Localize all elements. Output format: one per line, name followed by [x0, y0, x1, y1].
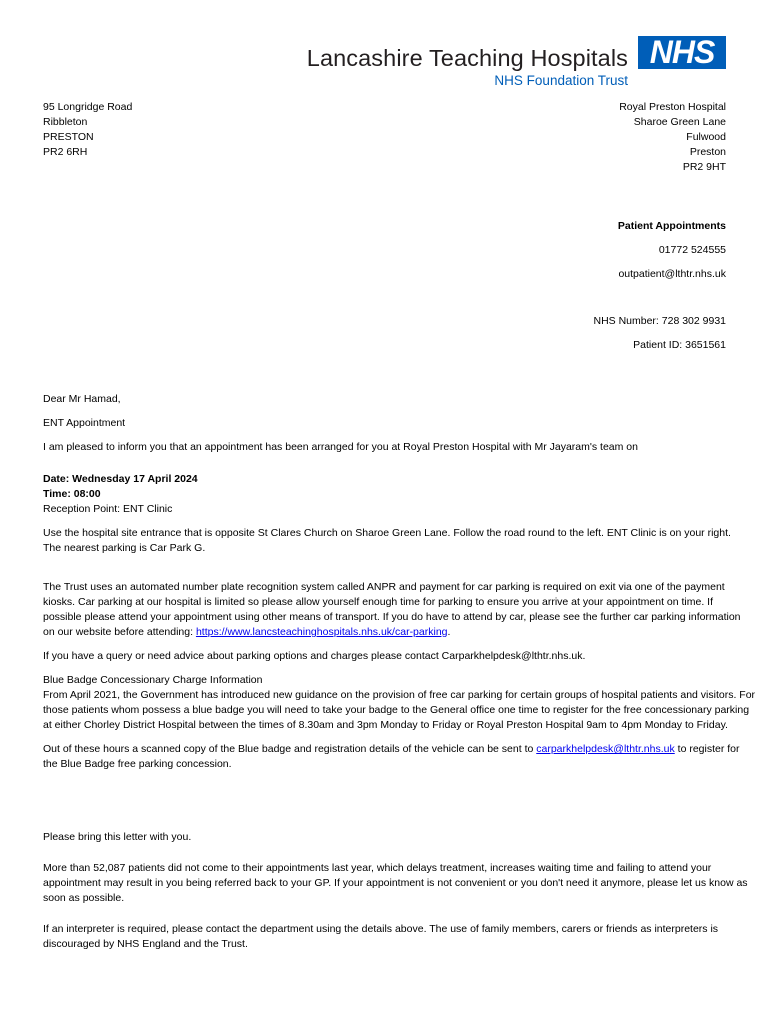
text-line: appointment may result in you being referred back to your GP. If your appointment is not convenient or you don't need it anymore, please let us know as — [43, 877, 748, 889]
reception-point: Reception Point: ENT Clinic — [43, 503, 173, 515]
letter-body — [43, 392, 756, 952]
bring-letter-note: Please bring this letter with you. — [43, 831, 192, 843]
salutation: Dear Mr Hamad, — [43, 393, 121, 405]
text-line: soon as possible. — [43, 892, 125, 904]
text-line: the Blue Badge free parking concession. — [43, 758, 232, 770]
blue-badge-section — [43, 673, 756, 733]
intro-paragraph: I am pleased to inform you that an appointment has been arranged for you at Royal Preston Hospital with Mr Jayaram's team on — [43, 441, 638, 453]
address-line: PR2 6RH — [43, 146, 88, 158]
address-line: Preston — [689, 146, 726, 158]
car-parking-link[interactable]: https://www.lancsteachinghospitals.nhs.uk/car-parking — [195, 626, 448, 638]
interpreter-paragraph — [43, 922, 727, 952]
contact-block — [426, 219, 726, 353]
org-subtitle: NHS Foundation Trust — [494, 73, 628, 88]
appointment-time: Time: 08:00 — [43, 488, 101, 500]
address-line: PR2 9HT — [682, 161, 726, 173]
parking-paragraph — [43, 580, 741, 640]
phone-number: 01772 524555 — [658, 244, 726, 256]
email-address: outpatient@lthtr.nhs.uk — [618, 268, 726, 280]
text-line: From April 2021, the Government has introduced new guidance on the provision of free car parking for certain groups of hospital patients and visitors. For — [43, 689, 756, 701]
text-line: Use the hospital site entrance that is opposite St Clares Church on Sharoe Green Lane. Follow the road round to the left. ENT Clinic is on your right. — [43, 527, 731, 539]
dna-paragraph — [43, 861, 748, 906]
text-line: discouraged by NHS England and the Trust. — [43, 938, 248, 950]
text-span: on our website before attending: — [43, 626, 194, 638]
text-line — [43, 742, 740, 757]
appointment-details — [43, 472, 727, 517]
text-line: The nearest parking is Car Park G. — [43, 542, 206, 554]
address-line: Ribbleton — [43, 116, 88, 128]
helpdesk-email-link[interactable]: carparkhelpdesk@lthtr.nhs.uk — [536, 743, 675, 755]
address-line: Sharoe Green Lane — [633, 116, 726, 128]
text-line: The Trust uses an automated number plate recognition system called ANPR and payment for car parking is required on exit via one of the payment — [43, 581, 725, 593]
text-line — [43, 625, 727, 640]
org-name: Lancashire Teaching Hospitals — [306, 45, 628, 71]
text-span: . — [447, 626, 451, 638]
directions-paragraph — [43, 526, 731, 556]
patient-id: Patient ID: 3651561 — [633, 339, 726, 351]
text-line: those patients whom possess a blue badge you will need to take your badge to the General office one time to register for the free concessionary parking — [43, 704, 750, 716]
nhs-logo: NHS — [638, 36, 726, 69]
hospital-address — [466, 100, 726, 175]
nhs-number: NHS Number: 728 302 9931 — [593, 315, 726, 327]
scan-paragraph — [43, 742, 740, 772]
patient-address — [43, 100, 303, 160]
text-line: More than 52,087 patients did not come to their appointments last year, which delays treatment, increases waiting time and failing to attend your — [43, 862, 712, 874]
query-paragraph: If you have a query or need advice about parking options and charges please contact Carparkhelpdesk@lthtr.nhs.uk. — [43, 650, 586, 662]
text-span: to register for — [677, 743, 740, 755]
text-line: possible please attend your appointment using other means of transport. If you do have to attend by car, please see the further car parking information — [43, 611, 741, 623]
text-line: If an interpreter is required, please contact the department using the details above. The use of family members, carers or friends as interpreters is — [43, 923, 719, 935]
address-line: 95 Longridge Road — [43, 101, 133, 113]
text-line: kiosks. Car parking at our hospital is limited so please allow yourself enough time for parking to ensure you arrive at your appointment on time. If — [43, 596, 714, 608]
blue-badge-heading: Blue Badge Concessionary Charge Information — [43, 674, 263, 686]
department-name: Patient Appointments — [617, 220, 726, 232]
subject: ENT Appointment — [43, 417, 126, 429]
appointment-date: Date: Wednesday 17 April 2024 — [43, 473, 198, 485]
text-span: Out of these hours a scanned copy of the Blue badge and registration details of the vehicle can be sent to — [43, 743, 534, 755]
address-line: PRESTON — [43, 131, 94, 143]
address-line: Fulwood — [686, 131, 726, 143]
address-line: Royal Preston Hospital — [619, 101, 726, 113]
text-line: at either Chorley District Hospital between the times of 8.30am and 3pm Monday to Friday or Royal Preston Hospital 9am to 4pm Monday to Friday. — [43, 719, 728, 731]
trust-logo — [307, 44, 628, 89]
